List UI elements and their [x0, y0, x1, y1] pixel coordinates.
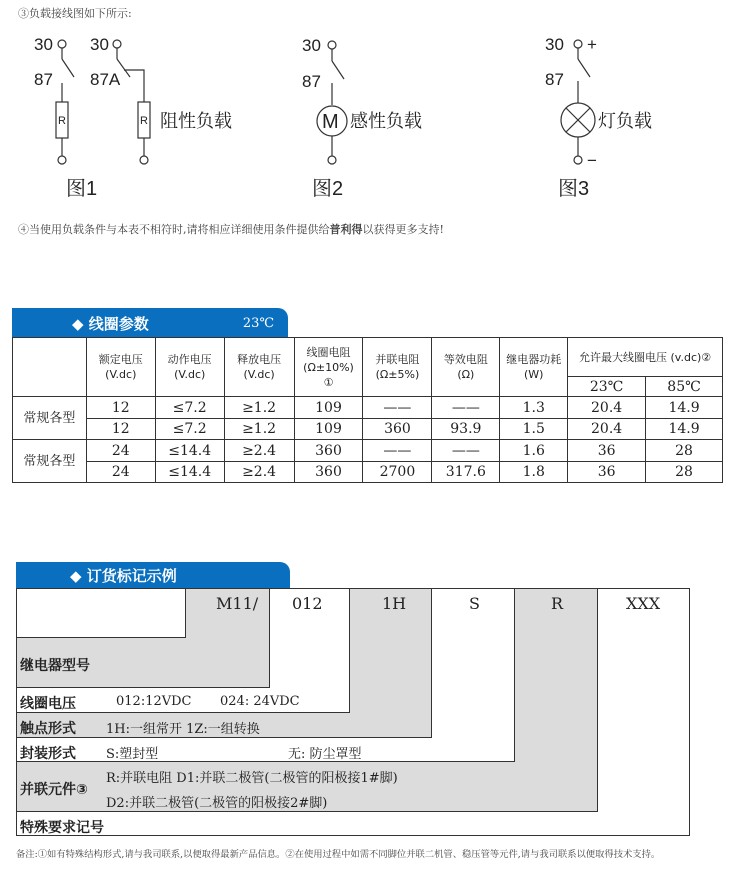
section-title: ◆ 线圈参数: [72, 314, 149, 333]
row-value: 024: 24VDC: [220, 694, 300, 709]
col-header: 85℃: [646, 377, 723, 397]
table-cell: 12: [86, 419, 155, 440]
code-contact: 1H: [382, 594, 407, 613]
table-cell: ——: [432, 397, 500, 419]
minus-sign: −: [587, 151, 597, 170]
table-cell: 36: [568, 440, 646, 462]
row-value: S:塑封型: [106, 747, 159, 762]
group-label: 常规各型: [13, 440, 87, 483]
col-header: 23℃: [568, 377, 646, 397]
table-cell: 1.3: [500, 397, 568, 419]
table-cell: ≥2.4: [224, 440, 294, 462]
terminal-87: 87: [302, 72, 321, 91]
table-cell: 14.9: [646, 397, 723, 419]
section-title: ◆ 订货标记示例: [70, 567, 177, 585]
row-value: D2:并联二极管(二极管的阳极接2#脚): [106, 796, 328, 811]
table-cell: 360: [363, 419, 432, 440]
table-cell: ——: [363, 440, 432, 462]
table-row: [13, 440, 723, 462]
plus-sign: +: [587, 35, 597, 54]
code-coil: 012: [292, 594, 323, 613]
col-header: 等效电阻 (Ω): [432, 338, 500, 397]
col-header: 额定电压 (V.dc): [86, 338, 155, 397]
row-label: 特殊要求记号: [20, 820, 104, 836]
fig2-caption: 图2: [312, 178, 344, 200]
row-label: 线圈电压: [20, 696, 76, 712]
table-cell: 109: [294, 397, 363, 419]
table-cell: ≥2.4: [224, 462, 294, 483]
col-header-max-voltage: 允许最大线圈电压 (v.dc)②: [568, 338, 723, 377]
table-cell: 24: [86, 440, 155, 462]
coil-params-header: [12, 308, 288, 338]
table-cell: 24: [86, 462, 155, 483]
order-example-header: [16, 562, 290, 589]
terminal-30: 30: [90, 35, 109, 54]
row-value: 无: 防尘罩型: [288, 747, 362, 762]
table-cell: 360: [294, 462, 363, 483]
table-cell: 1.6: [500, 440, 568, 462]
row-label: 触点形式: [20, 721, 76, 737]
table-cell: ——: [363, 397, 432, 419]
table-cell: 360: [294, 440, 363, 462]
col-header: 继电器功耗 (W): [500, 338, 568, 397]
table-cell: 2700: [363, 462, 432, 483]
table-cell: 20.4: [568, 397, 646, 419]
load-note: [18, 221, 444, 237]
wiring-diagrams: [0, 25, 740, 205]
fig3-caption: 图3: [558, 178, 590, 200]
group-label: 常规各型: [13, 397, 87, 440]
row-value: 012:12VDC: [116, 694, 192, 709]
table-cell: 109: [294, 419, 363, 440]
terminal-30: 30: [302, 36, 321, 55]
table-cell: ≤14.4: [155, 440, 224, 462]
terminal-87: 87: [34, 70, 53, 89]
table-row: [13, 462, 723, 483]
table-cell: 36: [568, 462, 646, 483]
col-header: 并联电阻 (Ω±5%): [363, 338, 432, 397]
code-parallel: R: [551, 594, 564, 613]
fig1-caption: 图1: [66, 178, 98, 200]
wiring-title: ③负载接线图如下所示:: [18, 7, 132, 20]
coil-params-table: [12, 337, 723, 483]
note-text: 以获得更多支持!: [362, 223, 444, 236]
code-special: XXX: [626, 594, 661, 613]
lamp-load-label: 灯负载: [598, 111, 652, 131]
note-text: ④当使用负载条件与本表不相符时,请将相应详细使用条件提供给: [18, 223, 330, 236]
col-header: 释放电压 (V.dc): [224, 338, 294, 397]
table-cell: ≤14.4: [155, 462, 224, 483]
table-cell: 1.8: [500, 462, 568, 483]
table-cell: 317.6: [432, 462, 500, 483]
code-package: S: [469, 594, 480, 613]
resistor-symbol: R: [140, 115, 148, 127]
resistor-symbol: R: [58, 115, 66, 127]
terminal-30: 30: [545, 35, 564, 54]
row-value: 1H:一组常开 1Z:一组转换: [106, 722, 260, 737]
footnote: 备注:①如有特殊结构形式,请与我司联系,以便取得最新产品信息。②在使用过程中如需不同脚位并联二机管、稳压管等元件,请与我司联系以便取得技术支持。: [16, 849, 661, 860]
brand-name: 普利得: [329, 223, 363, 236]
resistive-load-label: 阻性负载: [160, 111, 232, 131]
table-cell: 28: [646, 462, 723, 483]
table-cell: ≥1.2: [224, 419, 294, 440]
table-cell: 20.4: [568, 419, 646, 440]
row-label: 继电器型号: [20, 658, 90, 674]
row-label: 封装形式: [20, 746, 76, 762]
inductive-load-label: 感性负载: [350, 111, 422, 131]
row-value: R:并联电阻 D1:并联二极管(二极管的阳极接1#脚): [106, 771, 398, 786]
table-cell: 93.9: [432, 419, 500, 440]
row-label: 并联元件③: [20, 782, 88, 798]
table-cell: 1.5: [500, 419, 568, 440]
terminal-87: 87: [545, 70, 564, 89]
table-cell: 28: [646, 440, 723, 462]
temperature: 23℃: [242, 315, 274, 331]
code-series: M11/: [216, 594, 259, 613]
table-cell: ≥1.2: [224, 397, 294, 419]
terminal-30: 30: [34, 35, 53, 54]
table-row: [13, 419, 723, 440]
col-header: 动作电压 (V.dc): [155, 338, 224, 397]
motor-symbol: M: [322, 111, 339, 133]
table-row: [13, 397, 723, 419]
order-blank-box: [16, 588, 186, 638]
terminal-87a: 87A: [90, 70, 121, 89]
table-cell: ——: [432, 440, 500, 462]
table-cell: 14.9: [646, 419, 723, 440]
table-cell: 12: [86, 397, 155, 419]
col-header: 线圈电阻 (Ω±10%) ①: [294, 338, 363, 397]
table-cell: ≤7.2: [155, 397, 224, 419]
table-cell: ≤7.2: [155, 419, 224, 440]
